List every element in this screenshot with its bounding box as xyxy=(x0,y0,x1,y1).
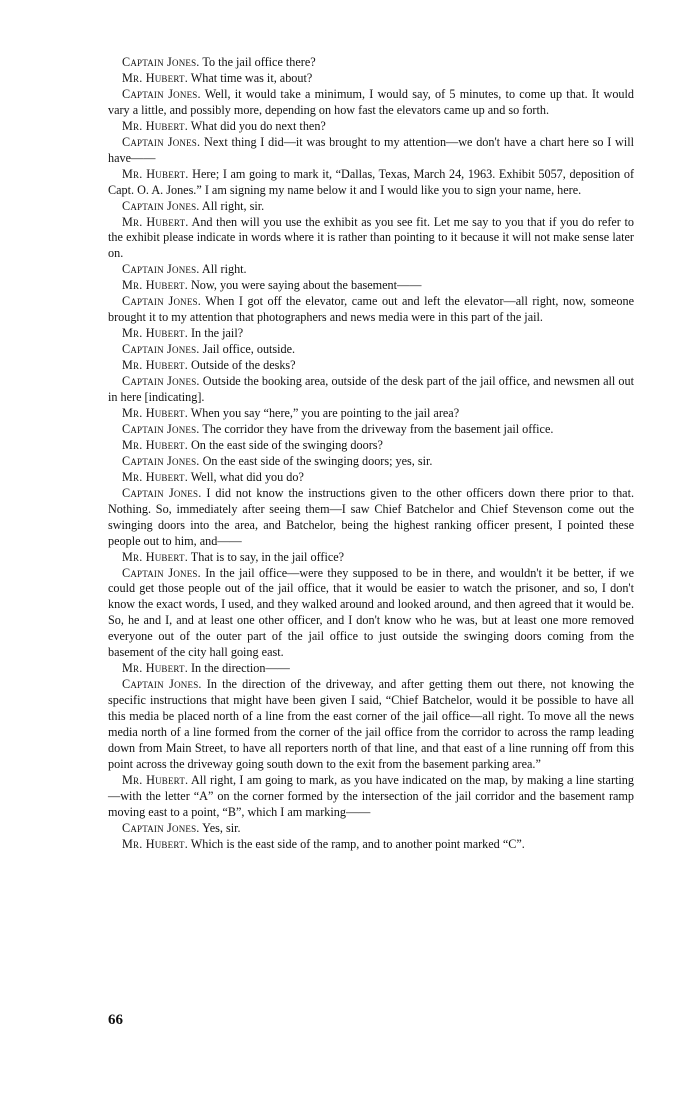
transcript-paragraph xyxy=(108,374,634,406)
transcript-paragraph xyxy=(108,438,634,454)
transcript-paragraph xyxy=(108,342,634,358)
transcript-paragraph xyxy=(108,821,634,837)
transcript-paragraph xyxy=(108,677,634,773)
paragraph-text: In the direction of the driveway, and after getting them out there, not knowing the specific instructions that might have been given I said, “Chief Batchelor, would it be possible to have all this media be placed north of a line from the east corner of the jail office—all right. To move all the news media north of a line formed from the corner of the jail office from the corridor to across the ramp leading down from Main Street, to have all reporters north of that line, and that east of a line running off from this point across the driveway going south down to the exit from the basement parking area.” xyxy=(108,677,634,771)
transcript-paragraph xyxy=(108,550,634,566)
transcript-paragraph xyxy=(108,215,634,263)
transcript-paragraph xyxy=(108,199,634,215)
speaker-name: Captain Jones. xyxy=(122,374,200,389)
speaker-name: Mr. Hubert. xyxy=(122,214,189,229)
paragraph-text: In the direction—— xyxy=(187,661,290,676)
paragraph-text: I did not know the instructions given to the other officers down there prior to that. Nothing. So, immediately after seeing them—I saw Chief Batchelor and Chief Stevenson come out the swinging doors into the area, and Batchelor, being the highest ranking officer present, I pointed these people out to him, and—— xyxy=(108,485,635,548)
paragraph-text: Outside of the desks? xyxy=(187,358,296,373)
paragraph-text: Well, it would take a minimum, I would say, of 5 minutes, to come up that. It would vary a little, and possibly more, depending on how fast the elevators came up and so forth. xyxy=(108,86,635,117)
speaker-name: Mr. Hubert. xyxy=(122,278,188,293)
speaker-name: Mr. Hubert. xyxy=(122,469,188,484)
transcript-paragraph xyxy=(108,71,634,87)
paragraph-text: Yes, sir. xyxy=(199,820,241,835)
paragraph-text: Outside the booking area, outside of the desk part of the jail office, and newsmen all out in here [indicating]. xyxy=(108,374,635,405)
speaker-name: Mr. Hubert. xyxy=(122,405,188,420)
transcript-paragraph xyxy=(108,119,634,135)
paragraph-text: To the jail office there? xyxy=(199,55,316,69)
speaker-name: Mr. Hubert. xyxy=(122,358,188,373)
paragraph-text: On the east side of the swinging doors? xyxy=(187,437,383,452)
transcript-paragraph xyxy=(108,773,634,821)
speaker-name: Captain Jones. xyxy=(122,485,202,500)
transcript-paragraph xyxy=(108,167,634,199)
paragraph-text: The corridor they have from the driveway from the basement jail office. xyxy=(199,421,554,436)
paragraph-text: On the east side of the swinging doors; yes, sir. xyxy=(199,453,433,468)
paragraph-text: When I got off the elevator, came out and left the elevator—all right, now, someone brought it to my attention that photographers and news media were in this part of the jail. xyxy=(108,294,635,325)
transcript-paragraph xyxy=(108,278,634,294)
paragraph-text: In the jail office—were they supposed to be in there, and wouldn't it be better, if we could get those people out of the jail office, that it would be easier to watch the prisoner, and so, I don't know the exact words, I used, and they walked around and looked around, and then agreed that it would be. So, he and I, and at least one other officer, and I don't know who he was, but at least one more removed everyone out of the outer part of the jail office to just outside the swinging doors coming from the basement of the city hall going east. xyxy=(108,565,635,660)
paragraph-text: Which is the east side of the ramp, and to another point marked “C”. xyxy=(187,836,525,851)
transcript-paragraph xyxy=(108,55,634,71)
paragraph-text: When you say “here,” you are pointing to the jail area? xyxy=(187,405,460,420)
paragraph-text: Here; I am going to mark it, “Dallas, Texas, March 24, 1963. Exhibit 5057, deposition of Capt. O. A. Jones.” I am signing my name below it and I would like you to sign your name, here. xyxy=(108,166,634,197)
transcript-paragraph xyxy=(108,406,634,422)
speaker-name: Captain Jones. xyxy=(122,677,202,692)
transcript-paragraph xyxy=(108,837,634,853)
speaker-name: Mr. Hubert. xyxy=(122,166,189,181)
paragraph-text: And then will you use the exhibit as you see fit. Let me say to you that if you do refer to the exhibit please indicate in words where it is rather than pointing to it because it will not make sense later on. xyxy=(108,214,634,261)
transcript-paragraph xyxy=(108,486,634,550)
speaker-name: Mr. Hubert. xyxy=(122,118,188,133)
speaker-name: Mr. Hubert. xyxy=(122,661,188,676)
paragraph-text: Now, you were saying about the basement—— xyxy=(187,278,422,293)
speaker-name: Captain Jones. xyxy=(122,55,200,69)
paragraph-text: Jail office, outside. xyxy=(199,342,296,357)
paragraph-text: All right. xyxy=(199,262,247,277)
transcript-page xyxy=(108,55,634,853)
transcript-paragraph xyxy=(108,87,634,119)
speaker-name: Captain Jones. xyxy=(122,565,201,580)
transcript-paragraph xyxy=(108,661,634,677)
speaker-name: Captain Jones. xyxy=(122,134,201,149)
transcript-paragraph xyxy=(108,454,634,470)
paragraph-text: What time was it, about? xyxy=(187,70,313,85)
transcript-paragraph xyxy=(108,358,634,374)
speaker-name: Captain Jones. xyxy=(122,421,200,436)
speaker-name: Captain Jones. xyxy=(122,198,200,213)
paragraph-text: What did you do next then? xyxy=(187,118,326,133)
transcript-paragraph xyxy=(108,135,634,167)
speaker-name: Mr. Hubert. xyxy=(122,326,188,341)
speaker-name: Mr. Hubert. xyxy=(122,70,188,85)
page-number: 66 xyxy=(108,1012,123,1028)
transcript-paragraph xyxy=(108,422,634,438)
transcript-paragraph xyxy=(108,294,634,326)
transcript-paragraph xyxy=(108,470,634,486)
speaker-name: Mr. Hubert. xyxy=(122,836,188,851)
paragraph-text: All right, I am going to mark, as you have indicated on the map, by making a line starting—with the letter “A” on the corner formed by the intersection of the jail corridor and the basement ramp moving east to a point, “B”, which I am marking—— xyxy=(108,772,634,819)
speaker-name: Captain Jones. xyxy=(122,86,201,101)
speaker-name: Mr. Hubert. xyxy=(122,437,188,452)
paragraph-text: In the jail? xyxy=(187,326,244,341)
transcript-paragraph xyxy=(108,326,634,342)
speaker-name: Mr. Hubert. xyxy=(122,549,188,564)
paragraph-text: All right, sir. xyxy=(199,198,265,213)
speaker-name: Captain Jones. xyxy=(122,342,200,357)
transcript-paragraph xyxy=(108,566,634,662)
paragraph-text: Well, what did you do? xyxy=(187,469,304,484)
speaker-name: Captain Jones. xyxy=(122,820,200,835)
speaker-name: Mr. Hubert. xyxy=(122,772,189,787)
paragraph-text: That is to say, in the jail office? xyxy=(187,549,345,564)
paragraph-text: Next thing I did—it was brought to my attention—we don't have a chart here so I will have—— xyxy=(108,134,634,165)
speaker-name: Captain Jones. xyxy=(122,294,202,309)
speaker-name: Captain Jones. xyxy=(122,262,200,277)
transcript-paragraph xyxy=(108,262,634,278)
speaker-name: Captain Jones. xyxy=(122,453,200,468)
